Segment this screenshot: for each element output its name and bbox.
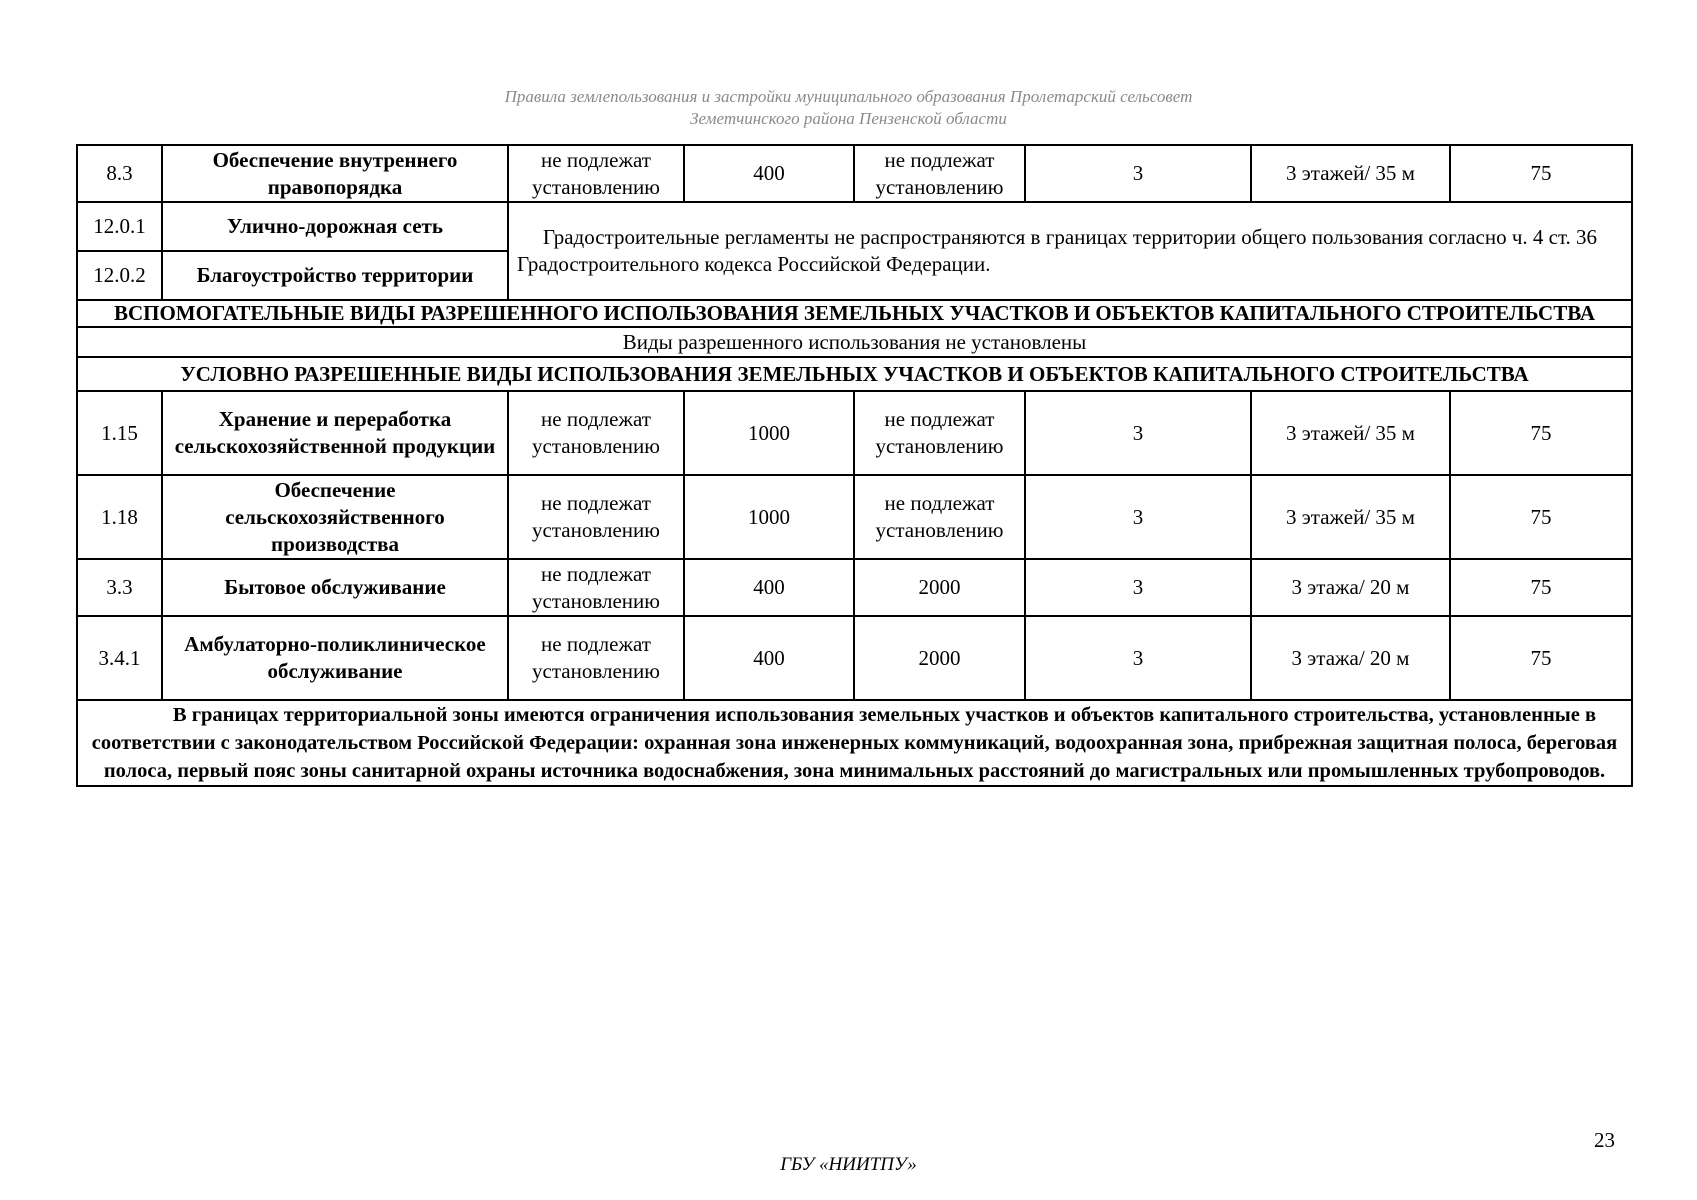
row-code: 1.18 (77, 475, 162, 559)
cell-c7: 3 этажа/ 20 м (1251, 616, 1450, 700)
table-row (77, 202, 1632, 251)
row-name: Обеспечение внутреннего правопорядка (162, 145, 508, 202)
cell-c6: 3 (1025, 475, 1251, 559)
restrictions-note-text: В границах территориальной зоны имеются ограничения использования земельных участков и объектов капитального строительства, установленные в соответствии с законодательством Российской Федерации: охранная зона инженерных коммуникаций, водоохранная зона, прибрежная защитная полоса, береговая полоса, первый пояс зоны санитарной охраны источника водоснабжения, зона минимальных расстояний до магистральных или промышленных трубопроводов. (91, 704, 1618, 782)
cell-c6: 3 (1025, 145, 1251, 202)
table-row (77, 616, 1632, 700)
row-name: Амбулаторно-поликлиническое обслуживание (162, 616, 508, 700)
cell-c4: 400 (684, 559, 854, 616)
section-title-conditional: УСЛОВНО РАЗРЕШЕННЫЕ ВИДЫ ИСПОЛЬЗОВАНИЯ ЗЕМЕЛЬНЫХ УЧАСТКОВ И ОБЪЕКТОВ КАПИТАЛЬНОГО СТРОИТЕЛЬСТВА (77, 357, 1632, 391)
cell-c5: 2000 (854, 559, 1025, 616)
table-row (77, 391, 1632, 475)
section-title-auxiliary: ВСПОМОГАТЕЛЬНЫЕ ВИДЫ РАЗРЕШЕННОГО ИСПОЛЬЗОВАНИЯ ЗЕМЕЛЬНЫХ УЧАСТКОВ И ОБЪЕКТОВ КАПИТАЛЬНОГО СТРОИТЕЛЬСТВА (77, 300, 1632, 327)
row-name: Улично-дорожная сеть (162, 202, 508, 251)
cell-c6: 3 (1025, 559, 1251, 616)
cell-c5: 2000 (854, 616, 1025, 700)
cell-c7: 3 этажей/ 35 м (1251, 475, 1450, 559)
footer-note-row (77, 700, 1632, 786)
row-code: 1.15 (77, 391, 162, 475)
organization-footer: ГБУ «НИИТПУ» (780, 1154, 917, 1175)
cell-c8: 75 (1450, 475, 1632, 559)
table-row (77, 559, 1632, 616)
table-row (77, 475, 1632, 559)
row-code: 3.4.1 (77, 616, 162, 700)
cell-c4: 400 (684, 145, 854, 202)
cell-c6: 3 (1025, 391, 1251, 475)
cell-c3: не подлежат установлению (508, 475, 684, 559)
section-header-row (77, 357, 1632, 391)
cell-c3: не подлежат установлению (508, 145, 684, 202)
header-line-1: Правила землепользования и застройки муниципального образования Пролетарский сельсовет (504, 87, 1193, 106)
section-header-row (77, 300, 1632, 327)
cell-c4: 1000 (684, 475, 854, 559)
row-code: 12.0.1 (77, 202, 162, 251)
page-number: 23 (1594, 1128, 1615, 1152)
cell-c7: 3 этажей/ 35 м (1251, 391, 1450, 475)
cell-c7: 3 этажей/ 35 м (1251, 145, 1450, 202)
cell-c8: 75 (1450, 145, 1632, 202)
regulations-table (76, 144, 1633, 787)
cell-c8: 75 (1450, 559, 1632, 616)
header-line-2: Земетчинского района Пензенской области (690, 109, 1007, 128)
row-code: 3.3 (77, 559, 162, 616)
section-note: Виды разрешенного использования не установлены (77, 327, 1632, 357)
row-name: Обеспечение сельскохозяйственного производства (162, 475, 508, 559)
cell-c4: 1000 (684, 391, 854, 475)
running-header (0, 86, 1697, 130)
cell-c7: 3 этажа/ 20 м (1251, 559, 1450, 616)
cell-c3: не подлежат установлению (508, 616, 684, 700)
regulation-exemption-text: Градостроительные регламенты не распространяются в границах территории общего пользования согласно ч. 4 ст. 36 Градостроительного кодекса Российской Федерации. (508, 202, 1632, 300)
cell-c5: не подлежат установлению (854, 145, 1025, 202)
section-note-row (77, 327, 1632, 357)
row-code: 8.3 (77, 145, 162, 202)
cell-c6: 3 (1025, 616, 1251, 700)
table-row (77, 145, 1632, 202)
restrictions-note (77, 700, 1632, 786)
cell-c3: не подлежат установлению (508, 391, 684, 475)
cell-c5: не подлежат установлению (854, 391, 1025, 475)
cell-c8: 75 (1450, 616, 1632, 700)
row-name: Бытовое обслуживание (162, 559, 508, 616)
cell-c3: не подлежат установлению (508, 559, 684, 616)
row-code: 12.0.2 (77, 251, 162, 300)
cell-c4: 400 (684, 616, 854, 700)
cell-c8: 75 (1450, 391, 1632, 475)
cell-c5: не подлежат установлению (854, 475, 1025, 559)
row-name: Хранение и переработка сельскохозяйственной продукции (162, 391, 508, 475)
row-name: Благоустройство территории (162, 251, 508, 300)
